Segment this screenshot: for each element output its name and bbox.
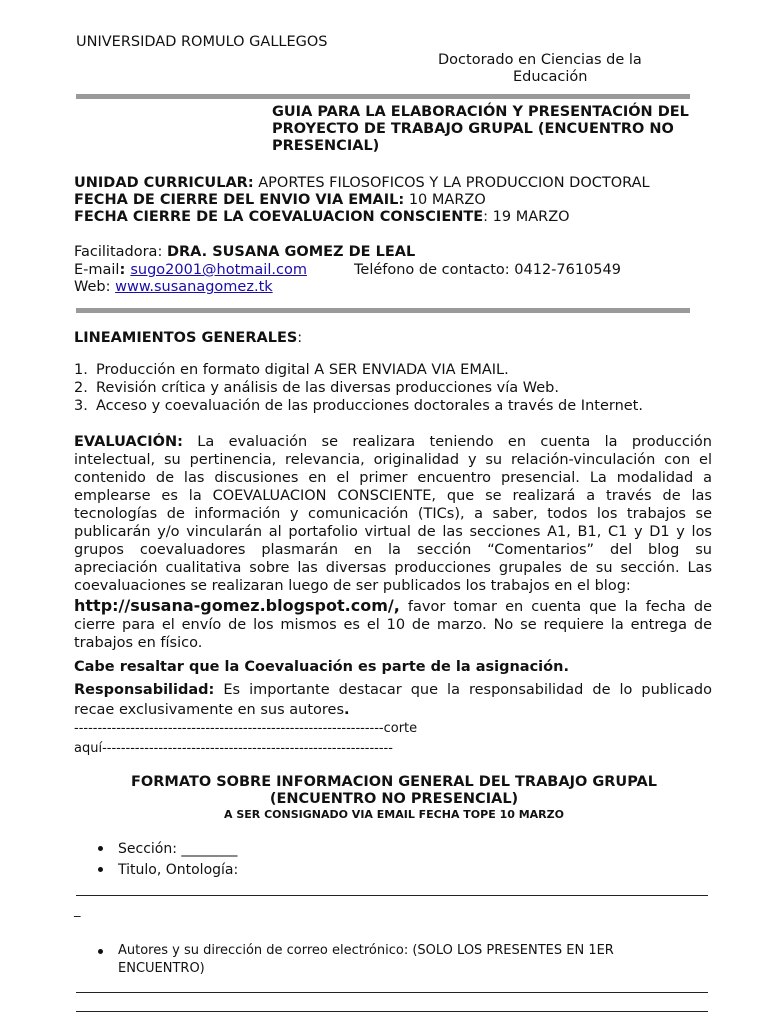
evaluation-line-9: coevaluaciones se realizaran luego de ser publicados los trabajos en el blog: — [74, 578, 631, 594]
cut-line-1: ------------------------------------------------------------------corte — [74, 721, 418, 736]
program-line-1: Doctorado en Ciencias de la — [438, 52, 642, 68]
list-number: 3. — [74, 398, 88, 414]
header-divider — [76, 94, 690, 99]
list-number: 1. — [74, 362, 88, 378]
coevaluation-note: Cabe resaltar que la Coevaluación es parte de la asignación. — [74, 659, 569, 675]
facilitator — [74, 244, 415, 261]
responsibility-line-1: Es importante destacar que la responsabilidad de lo publicado — [214, 682, 712, 698]
evaluation-line-10: favor tomar en cuenta que la fecha de — [399, 599, 712, 615]
contact-divider — [76, 308, 690, 313]
list-item-text: Revisión crítica y análisis de las diversas producciones vía Web. — [96, 380, 559, 396]
university-name: UNIVERSIDAD ROMULO GALLEGOS — [76, 34, 328, 50]
evaluation-line-1: La evaluación se realizara teniendo en cuenta la producción — [182, 434, 712, 450]
blog-url[interactable]: http://susana-gomez.blogspot.com/, — [74, 596, 400, 615]
authors-field — [96, 942, 614, 978]
title-line-1: GUIA PARA LA ELABORACIÓN Y PRESENTACIÓN DEL — [272, 104, 689, 120]
evaluation-line-12: trabajos en físico. — [74, 635, 203, 651]
authors-field-line-2: ENCUENTRO) — [118, 961, 205, 976]
guidelines-heading-colon: : — [297, 330, 303, 346]
title-field: Titulo, Ontología: — [96, 860, 238, 881]
authors-answer-line-2 — [76, 1011, 708, 1012]
submission-deadline-value: 10 MARZO — [404, 192, 486, 208]
evaluation-paragraph — [74, 433, 712, 652]
answer-line-tail: _ — [74, 903, 81, 918]
email-link[interactable]: sugo2001@hotmail.com — [130, 262, 307, 278]
evaluation-line-11: cierre para el envío de los mismos es el 10 de marzo. No se requiere la entrega de — [74, 617, 712, 633]
form-title-2: (ENCUENTRO NO PRESENCIAL) — [269, 791, 519, 807]
responsibility-dot: . — [344, 702, 350, 718]
evaluation-line-3: contenido de las discusiones en el primer encuentro presencial. La modalidad a — [74, 470, 712, 486]
evaluation-line-7: grupos coevaluadores plasmarán en la sección “Comentarios” del blog su — [74, 542, 712, 558]
guidelines-list — [74, 361, 643, 415]
form-subtitle: A SER CONSIGNADO VIA EMAIL FECHA TOPE 10 MARZO — [224, 808, 564, 821]
cut-line-2: aquí-------------------------------------------------------------- — [74, 741, 393, 756]
curricular-unit-label: UNIDAD CURRICULAR: — [74, 175, 254, 191]
web-link[interactable]: www.susanagomez.tk — [115, 279, 273, 295]
evaluation-line-4: emplearse es la COEVALUACION CONSCIENTE, que se realizará a través de las — [74, 488, 712, 504]
title-line-2: PROYECTO DE TRABAJO GRUPAL (ENCUENTRO NO — [272, 121, 674, 137]
responsibility-line-2: recae exclusivamente en sus autores — [74, 702, 345, 718]
email-label: E-mail — [74, 262, 120, 278]
guidelines-heading — [74, 330, 302, 347]
evaluation-line-8: apreciación cualitativa sobre las diversas producciones grupales de su sección. Las — [74, 560, 712, 576]
submission-deadline — [74, 192, 486, 209]
web-line — [74, 279, 273, 296]
list-item-text: Acceso y coevaluación de las producciones doctorales a través de Internet. — [96, 398, 643, 414]
coevaluation-deadline-label: FECHA CIERRE DE LA COEVALUACION CONSCIENTE — [74, 209, 484, 225]
list-item-text: Producción en formato digital A SER ENVIADA VIA EMAIL. — [96, 362, 509, 378]
responsibility-paragraph — [74, 681, 712, 719]
evaluation-line-2: intelectual, su pertinencia, relevancia, originalidad y su relación-vinculación con el — [74, 452, 712, 468]
responsibility-label: Responsabilidad: — [74, 682, 215, 698]
list-item — [74, 361, 643, 379]
program-line-2: Educación — [513, 69, 588, 85]
evaluation-line-5: tecnologías de información y comunicación (TICs), a saber, todos los trabajos se — [74, 506, 712, 522]
curricular-unit — [74, 175, 650, 192]
phone-contact: Teléfono de contacto: 0412-7610549 — [354, 262, 621, 278]
email-line — [74, 262, 307, 279]
form-title-1: FORMATO SOBRE INFORMACION GENERAL DEL TRABAJO GRUPAL — [131, 774, 657, 790]
facilitator-name: DRA. SUSANA GOMEZ DE LEAL — [166, 244, 416, 260]
document-title — [272, 104, 712, 155]
web-label: Web: — [74, 279, 116, 295]
curricular-unit-value: APORTES FILOSOFICOS Y LA PRODUCCION DOCTORAL — [253, 175, 650, 191]
list-item — [74, 379, 643, 397]
title-line-3: PRESENCIAL) — [272, 138, 380, 154]
list-item — [74, 397, 643, 415]
authors-field-line-1: Autores y su dirección de correo electrónico: (SOLO LOS PRESENTES EN 1ER — [96, 942, 614, 960]
section-field: Sección: ________ — [96, 839, 238, 860]
coevaluation-deadline — [74, 209, 570, 226]
guidelines-heading-text: LINEAMIENTOS GENERALES — [74, 330, 298, 346]
form-fields — [96, 839, 238, 881]
authors-answer-line-1 — [76, 992, 708, 993]
coevaluation-deadline-value: : 19 MARZO — [483, 209, 570, 225]
facilitator-label: Facilitadora: — [74, 244, 167, 260]
list-number: 2. — [74, 380, 88, 396]
evaluation-line-6: publicarán y/o vincularán al portafolio virtual de las secciones A1, B1, C1 y D1 y los — [74, 524, 712, 540]
evaluation-label: EVALUACIÓN: — [74, 434, 183, 450]
answer-line — [76, 895, 708, 896]
submission-deadline-label: FECHA DE CIERRE DEL ENVIO VIA EMAIL: — [74, 192, 405, 208]
email-colon: : — [119, 262, 131, 278]
